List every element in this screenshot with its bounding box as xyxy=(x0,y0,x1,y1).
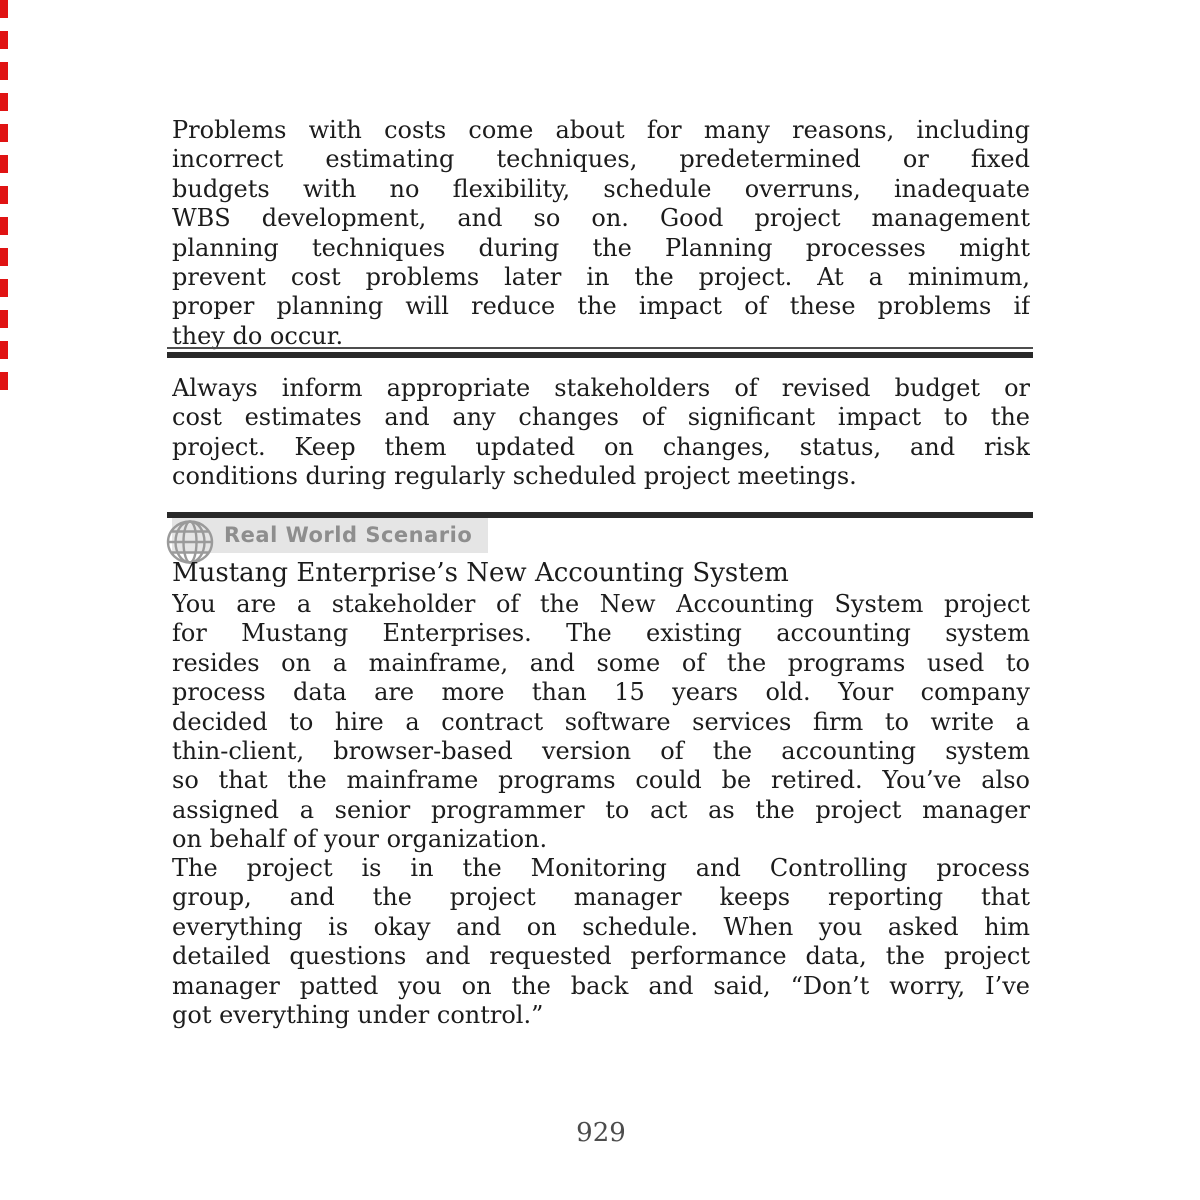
scenario-paragraph-status xyxy=(172,854,1030,1030)
text-line: resides on a mainframe, and some of the programs used to xyxy=(172,648,1030,677)
text-line: The project is in the Monitoring and Controlling process xyxy=(172,854,1030,882)
text-line: got everything under control.” xyxy=(172,1000,544,1029)
text-line: they do occur. xyxy=(172,321,344,350)
thin-thick-divider-rule xyxy=(167,347,1033,358)
scenario-paragraph-background xyxy=(172,590,1030,855)
text-line: group, and the project manager keeps reporting that xyxy=(172,883,1030,912)
text-line: cost estimates and any changes of significant impact to the xyxy=(172,403,1030,432)
badge-label: Real World Scenario xyxy=(224,523,473,547)
text-line: planning techniques during the Planning processes might xyxy=(172,233,1030,262)
text-line: detailed questions and requested performance data, the project xyxy=(172,942,1030,971)
page-number: 929 xyxy=(576,1118,626,1148)
text-line: proper planning will reduce the impact of these problems if xyxy=(172,292,1030,321)
text-line: prevent cost problems later in the project. At a minimum, xyxy=(172,262,1030,291)
text-line: manager patted you on the back and said, “Don’t worry, I’ve xyxy=(172,971,1030,1000)
red-margin-marker-dashes xyxy=(0,0,8,391)
text-line: project. Keep them updated on changes, status, and risk xyxy=(172,432,1030,461)
text-line: assigned a senior programmer to act as the project manager xyxy=(172,795,1030,824)
text-line: Problems with costs come about for many reasons, including xyxy=(172,116,1030,144)
text-line: WBS development, and so on. Good project management xyxy=(172,204,1030,233)
text-line: on behalf of your organization. xyxy=(172,825,548,854)
text-line: conditions during regularly scheduled project meetings. xyxy=(172,462,857,491)
paragraph-inform-stakeholders xyxy=(172,374,1030,492)
text-line: everything is okay and on schedule. When you asked him xyxy=(172,912,1030,941)
paragraph-cost-problems xyxy=(172,116,1030,351)
text-line: Always inform appropriate stakeholders of revised budget or xyxy=(172,374,1030,402)
scenario-title: Mustang Enterprise’s New Accounting System xyxy=(172,558,789,588)
text-line: so that the mainframe programs could be retired. You’ve also xyxy=(172,766,1030,795)
real-world-scenario-badge xyxy=(172,518,488,553)
text-line: incorrect estimating techniques, predetermined or fixed xyxy=(172,145,1030,174)
text-line: budgets with no flexibility, schedule overruns, inadequate xyxy=(172,174,1030,203)
text-line: thin-client, browser-based version of the accounting system xyxy=(172,736,1030,765)
page-content xyxy=(172,0,1030,1200)
text-line: decided to hire a contract software services firm to write a xyxy=(172,707,1030,736)
text-line: for Mustang Enterprises. The existing accounting system xyxy=(172,619,1030,648)
text-line: process data are more than 15 years old. Your company xyxy=(172,678,1030,707)
text-line: You are a stakeholder of the New Accounting System project xyxy=(172,590,1030,618)
